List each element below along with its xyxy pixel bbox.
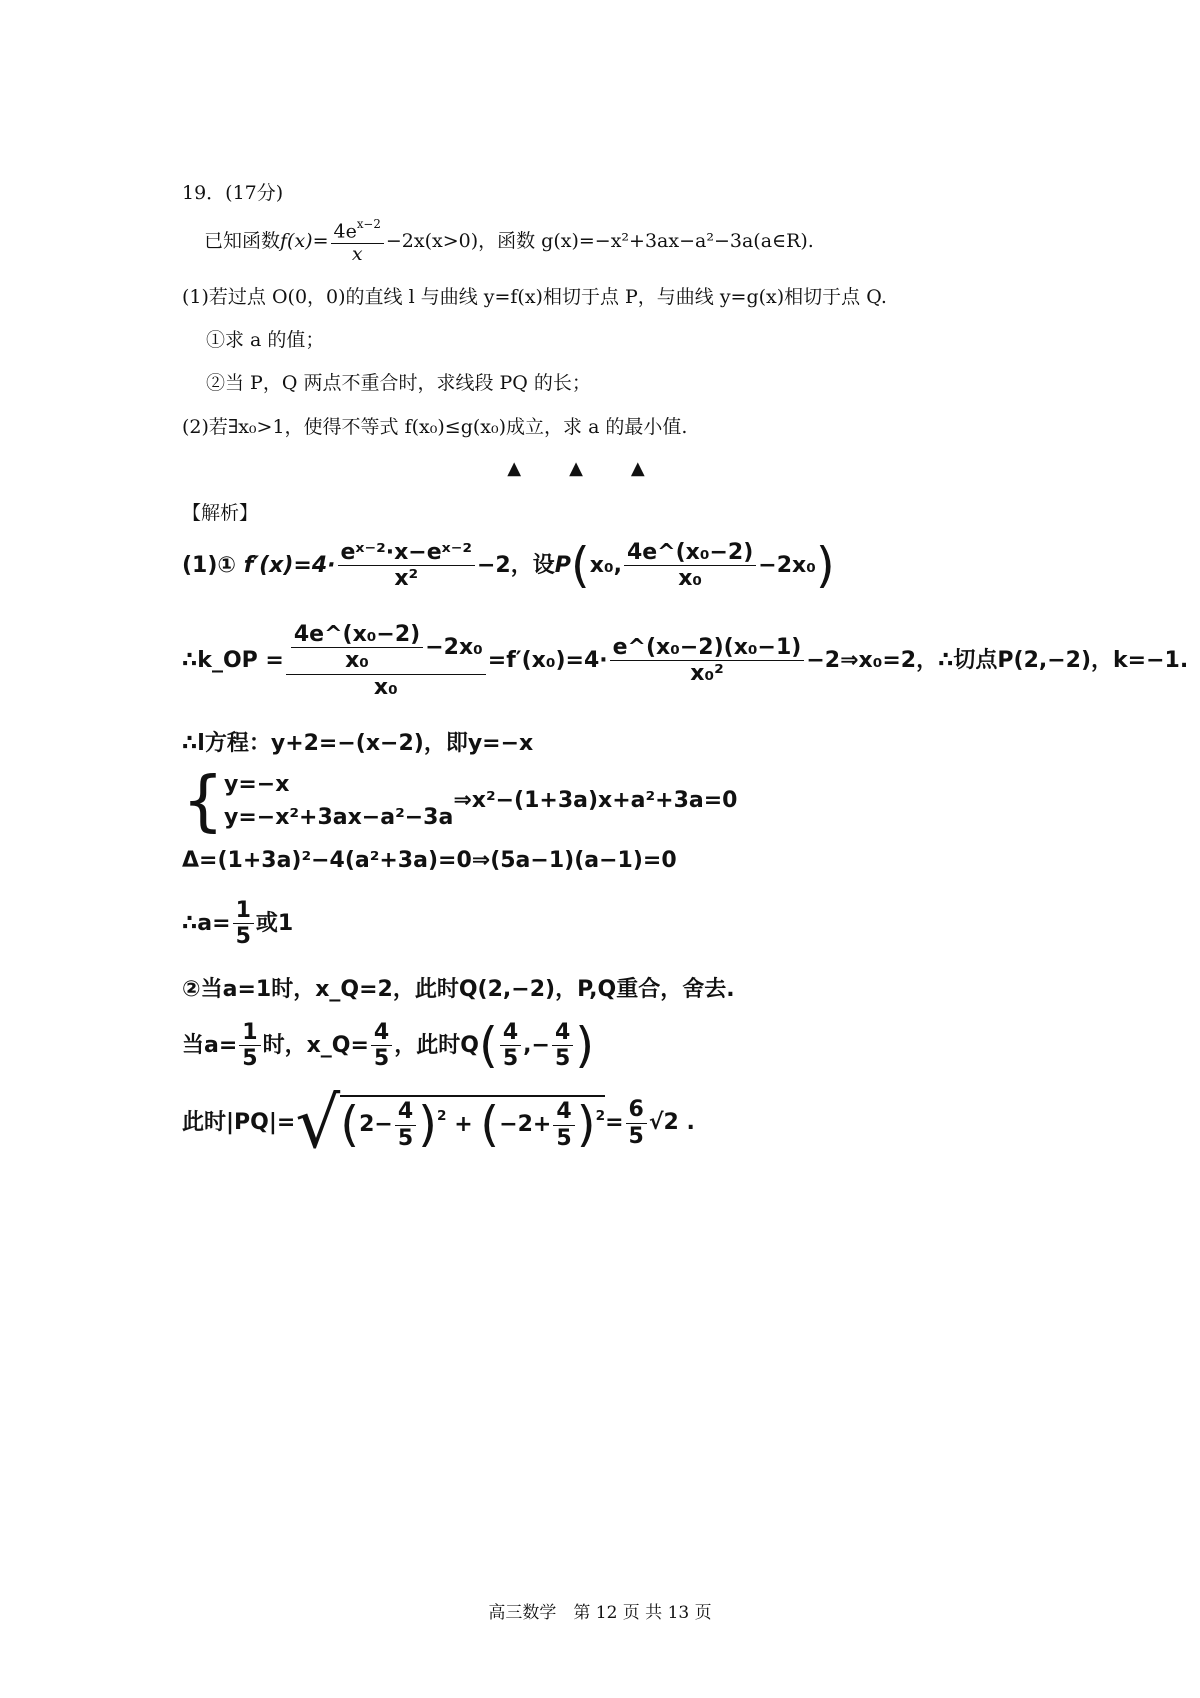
l1-num2: 4e^(x₀−2): [624, 540, 756, 566]
problem-part1: (1)若过点 O(0，0)的直线 l 与曲线 y=f(x)相切于点 P，与曲线 y=g(x)相切于点 Q.: [182, 286, 887, 308]
l8-q1: [500, 1020, 521, 1072]
l6-tail: 或1: [255, 910, 294, 936]
l9-sqrt: [295, 1082, 606, 1164]
l1-mid: −2，设: [476, 552, 555, 578]
analysis-label: 【解析】: [182, 502, 259, 524]
l2-inner-tail: −2x₀: [425, 634, 483, 660]
l2-inner-den: x₀: [345, 648, 369, 674]
l8-q1den: 5: [502, 1046, 519, 1072]
l2-den: x₀²: [690, 661, 724, 687]
radical-sign: √: [295, 1082, 341, 1164]
l9-a: 2−: [359, 1112, 393, 1138]
l9-eq: =: [605, 1110, 624, 1136]
l9-rnum: 6: [626, 1097, 647, 1123]
l8-num2: 4: [371, 1020, 392, 1046]
f-num-exp: x−2: [356, 217, 381, 231]
l9-b-fraction: [553, 1099, 574, 1151]
l1-fprime: f′(x)=4·: [243, 552, 336, 578]
l9-rden: 5: [628, 1123, 644, 1149]
l9-bnum: 4: [553, 1099, 574, 1125]
l8-mid2: ，此时Q: [394, 1032, 479, 1058]
l1-prefix: (1)①: [182, 552, 237, 578]
f-tail: −2x(x>0)，函数 g(x)=−x²+3ax−a²−3a(a∈R).: [385, 230, 814, 253]
l9-tail: √2 .: [648, 1110, 695, 1136]
l1-x0: x₀,: [589, 552, 622, 578]
l8-q2: [552, 1020, 573, 1072]
problem-given: [204, 218, 814, 266]
solution-line-7: ②当a=1时，x_Q=2，此时Q(2,−2)，P,Q重合，舍去.: [182, 977, 735, 1002]
l1-fraction: [338, 540, 475, 592]
solution-line-2: [182, 622, 1188, 700]
solution-line-4: [182, 762, 738, 839]
l1-den: x²: [394, 566, 419, 592]
l1-num: eˣ⁻²·x−eˣ⁻²: [338, 540, 475, 566]
l8-den: 5: [242, 1046, 258, 1072]
problem-part1-i: ①求 a 的值；: [206, 329, 325, 351]
l2-inner-fraction: [291, 622, 423, 674]
l9-anum: 4: [395, 1099, 416, 1125]
l8-open-paren: (: [478, 1017, 498, 1074]
l1-P: P: [554, 552, 571, 578]
l8-prefix: 当a=: [182, 1032, 238, 1058]
l1-tail2: −2x₀: [758, 552, 816, 578]
l9-aden: 5: [397, 1125, 414, 1151]
system-brace: {: [182, 762, 224, 839]
l9-prefix: 此时|PQ|=: [182, 1110, 296, 1136]
page-footer: 高三数学 第 12 页 共 13 页: [488, 1603, 712, 1623]
f-fraction: [331, 218, 384, 266]
l9-radicand: (2− $\frac{4}{5}$ )$^2$ + (−2+ $\frac{4}{5}$ )$^2$: [340, 1097, 606, 1153]
l8-q2den: 5: [554, 1046, 571, 1072]
f-lhs: f(x)=: [280, 230, 329, 253]
solution-line-8: [182, 1017, 595, 1074]
l8-den2: 5: [373, 1046, 390, 1072]
l2-inner-num: 4e^(x₀−2): [291, 622, 423, 648]
l8-q2num: 4: [552, 1020, 573, 1046]
l6-fraction: [233, 898, 254, 950]
l9-b: −2+: [499, 1112, 552, 1138]
l1-close-paren: ): [815, 537, 835, 594]
l2-outer-num: [286, 622, 486, 675]
l6-den: 5: [235, 924, 251, 950]
separator-triangles: ▲▲▲: [507, 458, 693, 479]
l1-fraction-2: [624, 540, 756, 592]
l9-a-fraction: [395, 1099, 416, 1151]
l8-fraction-xq: [371, 1020, 392, 1072]
l2-fraction: [610, 635, 805, 687]
l8-mid: 时，x_Q=: [262, 1032, 369, 1058]
solution-line-5: Δ=(1+3a)²−4(a²+3a)=0⇒(5a−1)(a−1)=0: [182, 848, 677, 873]
problem-header: 19．(17分): [182, 182, 284, 204]
f-den: x: [351, 243, 363, 266]
problem-part1-ii: ②当 P，Q 两点不重合时，求线段 PQ 的长；: [206, 372, 591, 394]
l1-den2: x₀: [678, 566, 703, 592]
l8-q2sign: ,−: [523, 1032, 550, 1058]
system-eq-1: y=−x: [224, 772, 290, 797]
solution-line-1: [182, 537, 835, 594]
l2-outer-fraction: [286, 622, 486, 700]
system-equations: [224, 768, 453, 834]
l2-prefix: ∴k_OP =: [182, 647, 284, 673]
given-pre: 已知函数: [204, 230, 281, 253]
solution-line-9: [182, 1082, 695, 1164]
l1-open-paren: (: [570, 537, 590, 594]
l2-tail: −2⇒x₀=2，∴切点P(2,−2)，k=−1.: [806, 647, 1189, 673]
solution-line-3: ∴l方程：y+2=−(x−2)，即y=−x: [182, 731, 534, 756]
solution-line-6: [182, 898, 293, 950]
system-eq-2: y=−x²+3ax−a²−3a: [224, 805, 454, 830]
l8-close-paren: ): [575, 1017, 595, 1074]
l4-tail: ⇒x²−(1+3a)x+a²+3a=0: [453, 788, 738, 813]
l6-num: 1: [233, 898, 254, 924]
l8-fraction-a: [239, 1020, 260, 1072]
l2-outer-den: x₀: [373, 674, 398, 700]
l8-num: 1: [239, 1020, 260, 1046]
problem-part2: (2)若∃x₀>1，使得不等式 f(x₀)≤g(x₀)成立，求 a 的最小值.: [182, 416, 688, 438]
l6-prefix: ∴a=: [182, 910, 231, 936]
l9-bden: 5: [556, 1125, 572, 1151]
l2-mid: =f′(x₀)=4·: [487, 647, 608, 673]
l9-result-fraction: [626, 1097, 647, 1149]
l2-num: e^(x₀−2)(x₀−1): [610, 635, 805, 661]
f-num: 4e: [333, 220, 357, 243]
l8-q1num: 4: [500, 1020, 521, 1046]
